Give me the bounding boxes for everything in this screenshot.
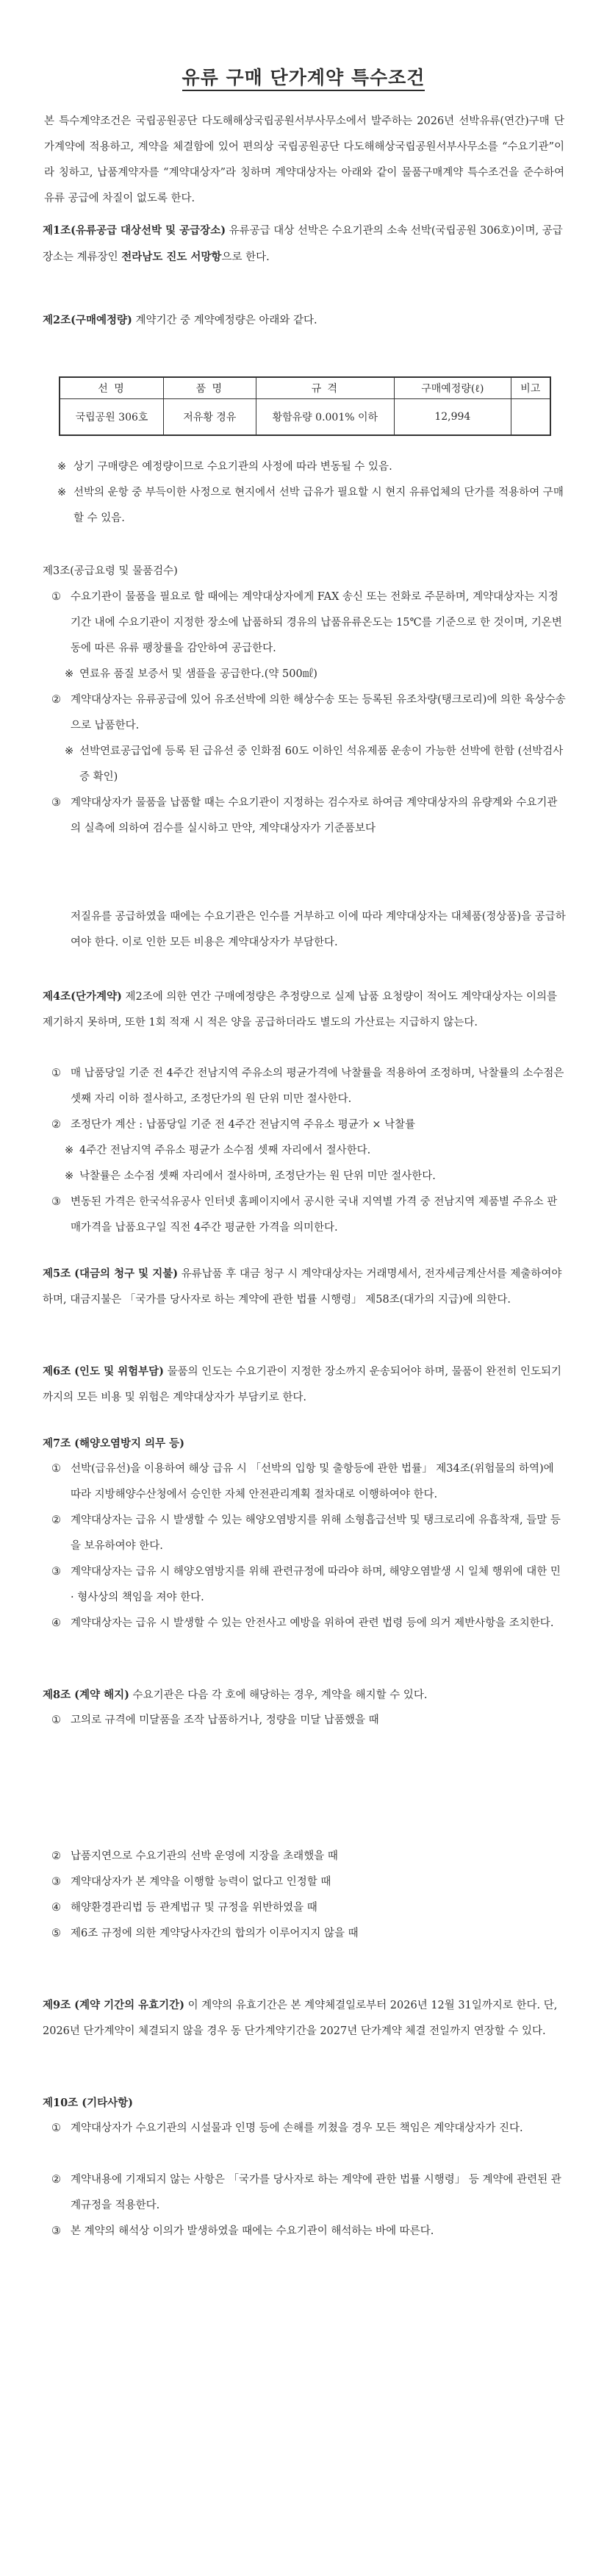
article-2-note: ※ 선박의 운항 중 부득이한 사정으로 현지에서 선박 급유가 필요할 시 현지 유류업체의 단가를 적용하여 구매할 수 있음. — [57, 487, 564, 524]
article-4-item: ① 매 납품당일 기준 전 4주간 전남지역 주유소의 평균가격에 낙찰률을 적용하여 조정하며, 낙찰률의 소수점은 셋째 자리 이하 절사하고, 조정단가의 원 단위 미만 절사한다. — [51, 1067, 564, 1105]
article-10-item: ③ 본 계약의 해석상 이의가 발생하였을 때에는 수요기관이 해석하는 바에 따른다. — [51, 2225, 434, 2237]
article-7-item: ④ 계약대상자는 급유 시 발생할 수 있는 안전사고 예방을 위하여 관련 법령 등에 의거 제반사항을 조치한다. — [51, 1617, 554, 1629]
table-header-cell: 품 명 — [164, 377, 256, 399]
article-8-item: ④ 해양환경관리법 등 관계법규 및 규정을 위반하였을 때 — [51, 1902, 317, 1914]
table-cell-item: 저유황 경유 — [164, 399, 256, 436]
article-5-heading: 제5조 (대금의 청구 및 지불) — [43, 1267, 179, 1280]
table-header-cell: 선 명 — [60, 377, 164, 399]
article-3-item: ② 계약대상자는 유류공급에 있어 유조선박에 의한 해상수송 또는 등록된 유조차량(탱크로리)에 의한 육상수송으로 납품한다. — [51, 694, 566, 731]
article-3-heading: 제3조(공급요령 및 물품검수) — [43, 565, 178, 577]
article-3-continuation: 저질유를 공급하였을 때에는 수요기관은 인수를 거부하고 이에 따라 계약대상자는 대체품(정상품)을 공급하여야 한다. 이로 인한 모든 비용은 계약대상자가 부담한다. — [71, 911, 566, 948]
article-4-bullet: ※ 낙찰률은 소수점 셋째 자리에서 절사하며, 조정단가는 원 단위 미만 절사한다. — [65, 1170, 436, 1182]
article-5: 제5조 (대금의 청구 및 지불) 유류납품 후 대금 청구 시 계약대상자는 거래명세서, 전자세금계산서를 제출하여야 하며, 대금지불은 「국가를 당사자로 하는 계약에 관한 법률 시행령」 제58조(대가의 지급)에 의한다. — [43, 1267, 562, 1306]
intro-paragraph: 본 특수계약조건은 국립공원공단 다도해해상국립공원서부사무소에서 발주하는 2026년 선박유류(연간)구매 단가계약에 적용하고, 계약을 체결함에 있어 편의상 국립공원공단 다도해해상국립공원서부사무소를 “수요기관”이라 칭하고, 납품계약자를 “계약대상자”라 칭하며 계약대상자는 아래와 같이 물품구매계약 특수조건을 준수하여 유류 공급에 차질이 없도록 한다. — [44, 115, 564, 204]
article-7-item: ③ 계약대상자는 급유 시 해양오염방지를 위해 관련규정에 따라야 하며, 해양오염발생 시 일체 행위에 대한 민 · 형사상의 책임을 져야 한다. — [51, 1566, 561, 1603]
article-8-item: ③ 계약대상자가 본 계약을 이행할 능력이 없다고 인정할 때 — [51, 1876, 331, 1888]
article-8-item: ② 납품지연으로 수요기관의 선박 운영에 지장을 초래했을 때 — [51, 1850, 338, 1862]
table-header-cell: 구매예정량(ℓ) — [395, 377, 511, 399]
article-8: 제8조 (계약 해지) 수요기관은 다음 각 호에 해당하는 경우, 계약을 해지할 수 있다. — [43, 1689, 428, 1701]
article-4: 제4조(단가계약) 제2조에 의한 연간 구매예정량은 추정량으로 실제 납품 요청량이 적어도 계약대상자는 이의를 제기하지 못하며, 또한 1회 적재 시 적은 양을 공급하더라도 별도의 가산료는 지급하지 않는다. — [43, 990, 558, 1028]
table-cell-spec: 황함유량 0.001% 이하 — [256, 399, 394, 436]
article-4-item: ③ 변동된 가격은 한국석유공사 인터넷 홈페이지에서 공시한 국내 지역별 가격 중 전남지역 제품별 주유소 판매가격을 납품요구일 직전 4주간 평균한 가격을 의미한다. — [51, 1196, 558, 1234]
article-3-bullet: ※ 연료유 품질 보증서 및 샘플을 공급한다.(약 500㎖) — [65, 668, 317, 680]
article-10-item: ① 계약대상자가 수요기관의 시설물과 인명 등에 손해를 끼쳤을 경우 모든 책임은 계약대상자가 진다. — [51, 2122, 523, 2134]
article-7-heading: 제7조 (해양오염방지 의무 등) — [43, 1437, 185, 1450]
purchase-table — [59, 376, 551, 436]
table-cell-vessel: 국립공원 306호 — [60, 399, 164, 436]
article-2-note: ※ 상기 구매량은 예정량이므로 수요기관의 사정에 따라 변동될 수 있음. — [57, 461, 392, 473]
article-8-item: ⑤ 제6조 규정에 의한 계약당사자간의 합의가 이루어지지 않을 때 — [51, 1928, 359, 1939]
table-cell-remarks — [511, 399, 550, 436]
article-10-heading: 제10조 (기타사항) — [43, 2097, 133, 2109]
table-header-cell: 규 격 — [256, 377, 394, 399]
article-8-item: ① 고의로 규격에 미달품을 조작 납품하거나, 정량을 미달 납품했을 때 — [51, 1714, 379, 1726]
article-3-bullet: ※ 선박연료공급업에 등록 된 급유선 중 인화점 60도 이하인 석유제품 운송이 가능한 선박에 한함 (선박검사증 확인) — [65, 745, 564, 783]
document-title: 유류 구매 단가계약 특수조건 — [0, 63, 607, 90]
article-9-heading: 제9조 (계약 기간의 유효기간) — [43, 1999, 185, 2011]
article-4-bullet: ※ 4주간 전남지역 주유소 평균가 소수점 셋째 자리에서 절사한다. — [65, 1145, 371, 1156]
article-3-item: ① 수요기관이 물품을 필요로 할 때에는 계약대상자에게 FAX 송신 또는 전화로 주문하며, 계약대상자는 지정기간 내에 수요기관이 지정한 장소에 납품하되 경유의 납품유류온도는 15℃를 기준으로 한 것이며, 기온변동에 따른 유류 팽창률을 감안하여 공급한다. — [51, 591, 562, 654]
article-10-item: ② 계약내용에 기재되지 않는 사항은 「국가를 당사자로 하는 계약에 관한 법률 시행령」 등 계약에 관련된 관계규정을 적용한다. — [51, 2174, 561, 2211]
table-header-row — [60, 377, 550, 399]
article-1-heading: 제1조(유류공급 대상선박 및 공급장소) — [43, 224, 226, 237]
article-7-item: ② 계약대상자는 급유 시 발생할 수 있는 해양오염방지를 위해 소형흡급선박 및 탱크로리에 유흡착재, 들말 등을 보유하여야 한다. — [51, 1514, 561, 1552]
article-3-item: ③ 계약대상자가 물품을 납품할 때는 수요기관이 지정하는 검수자로 하여금 계약대상자의 유량계와 수요기관의 실측에 의하여 검수를 실시하고 만약, 계약대상자가 기준품보다 — [51, 797, 558, 834]
table-header-cell: 비고 — [511, 377, 550, 399]
table-row — [60, 399, 550, 436]
article-1: 제1조(유류공급 대상선박 및 공급장소) 유류공급 대상 선박은 수요기관의 소속 선박(국립공원 306호)이며, 공급장소는 계류장인 전라남도 진도 서망항으로 한다. — [43, 224, 563, 263]
article-2: 제2조(구매예정량) 계약기간 중 계약예정량은 아래와 같다. — [43, 314, 317, 326]
article-8-heading: 제8조 (계약 해지) — [43, 1689, 129, 1701]
article-2-heading: 제2조(구매예정량) — [43, 314, 132, 326]
article-9: 제9조 (계약 기간의 유효기간) 이 계약의 유효기간은 본 계약체결일로부터 2026년 12월 31일까지로 한다. 단, 2026년 단가계약이 체결되지 않을 경우 동 단가계약기간을 2027년 단가계약 체결 전일까지 연장할 수 있다. — [43, 1999, 558, 2037]
article-7-item: ① 선박(급유선)을 이용하여 해상 급유 시 「선박의 입항 및 출항등에 관한 법률」 제34조(위험물의 하역)에 따라 지방해양수산청에서 승인한 자체 안전관리계획 절차대로 이행하여야 한다. — [51, 1463, 554, 1500]
table-cell-quantity: 12,994 — [395, 399, 511, 436]
article-6: 제6조 (인도 및 위험부담) 물품의 인도는 수요기관이 지정한 장소까지 운송되어야 하며, 물품이 완전히 인도되기까지의 모든 비용 및 위험은 계약대상자가 부담키로 한다. — [43, 1365, 561, 1403]
article-4-heading: 제4조(단가계약) — [43, 990, 122, 1003]
article-4-item: ② 조정단가 계산 : 납품당일 기준 전 4주간 전남지역 주유소 평균가 × 낙찰률 — [51, 1119, 416, 1131]
article-6-heading: 제6조 (인도 및 위험부담) — [43, 1365, 165, 1378]
